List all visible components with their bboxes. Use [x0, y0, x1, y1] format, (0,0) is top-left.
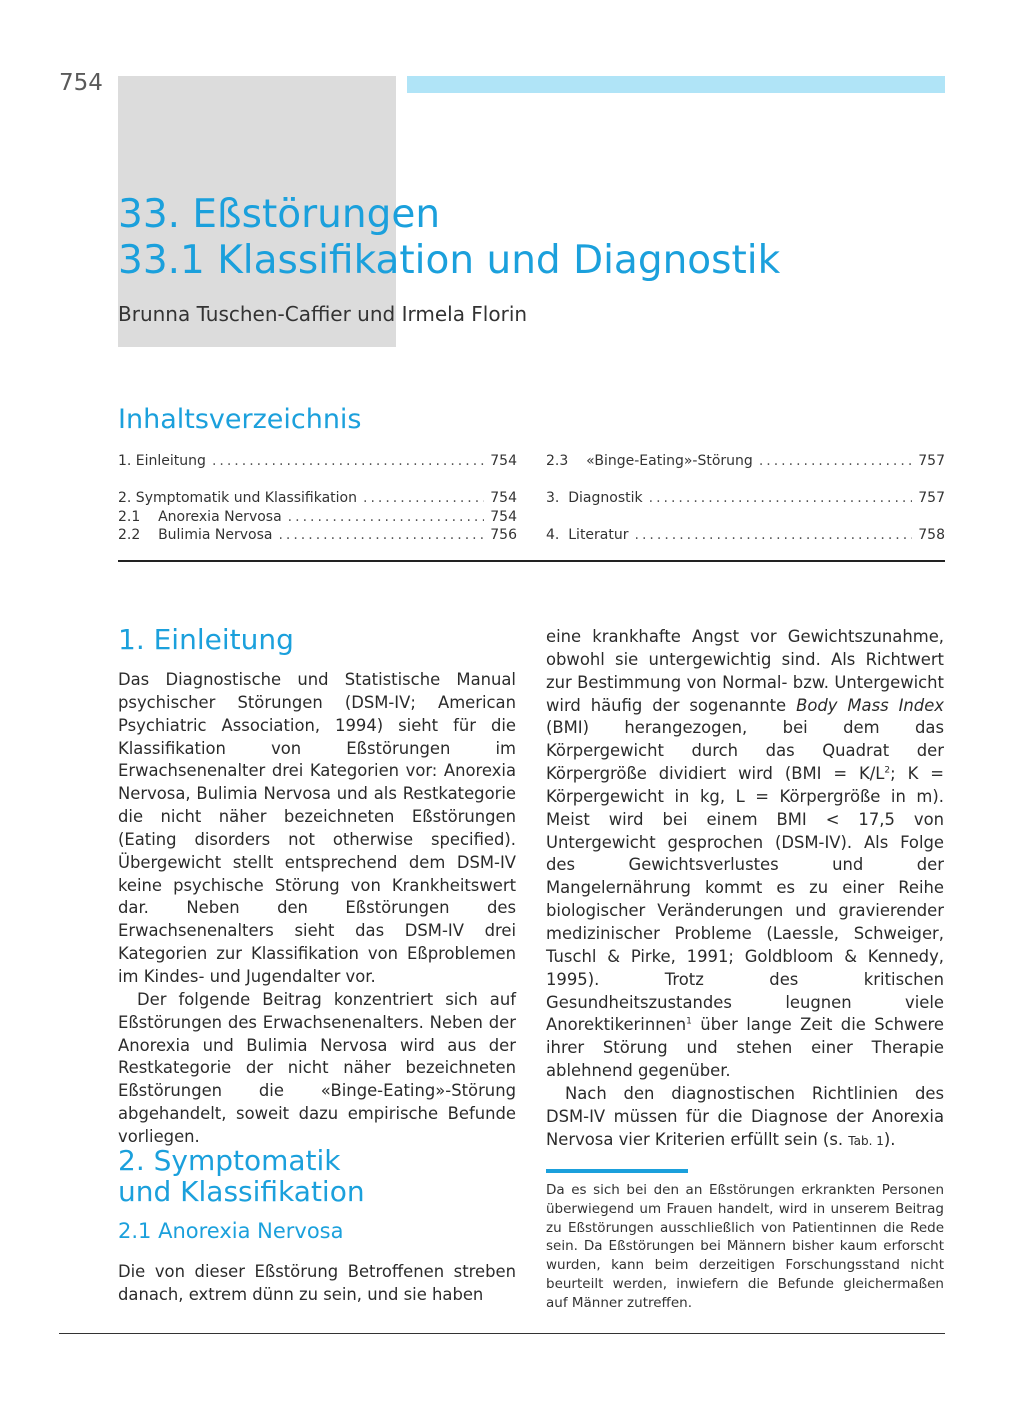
right-column-paragraph-1: eine krankhafte Angst vor Gewichtszunahme, obwohl sie untergewichtig sind. Als Richtwert zur Bestimmung von Normal- bzw. Untergewicht wird häufig der sogenannte Body Mass Index (BMI) herangezogen, bei dem das Körpergewicht durch das Quadrat der Körpergröße dividiert wird ($BMI = K/L^2$; K = Körpergewicht in kg, L = Körpergröße in m). Meist wird bei einem BMI < 17,5 von Untergewicht gesprochen (DSM-IV). Als Folge des Gewichtsverlustes und der Mangelernährung kommt es zu einer Reihe biologischer Veränderungen und gravierender medizinischer Probleme (Laessle, Schweiger, Tuschl & Pirke, 1991; Goldbloom & Kennedy, 1995). Trotz des kritischen Gesundheitszustandes leugnen viele Anorektikerinnen$^1$ über lange Zeit die Schwere ihrer Störung und stehen einer Therapie ablehnend gegenüber. [546, 627, 944, 1081]
toc-entry[interactable] [118, 509, 517, 525]
toc-entry-page: 757 [918, 490, 945, 506]
toc-leader-dots [278, 527, 484, 543]
chapter-title-line-2: 33.1 Klassifikation und Diagnostik [118, 238, 781, 283]
page-bottom-rule [59, 1333, 945, 1334]
right-column [546, 626, 944, 1152]
toc-divider [118, 560, 945, 562]
toc-entry[interactable] [546, 527, 945, 543]
toc-entry-page: 756 [490, 527, 517, 543]
chapter-title-line-1: 33. Eßstörungen [118, 192, 441, 237]
toc-entry-label: 1. Einleitung [118, 453, 206, 469]
footnote-text: Da es sich bei den an Eßstörungen erkrankten Personen überwiegend um Frauen handelt, wird in unserem Beitrag zu Eßstörungen ausschließlich von Patientinnen die Rede sein. Da Eßstörungen bei Männern bisher kaum erforscht wurden, kann beim derzeitigen Forschungsstand nicht beurteilt werden, inwiefern die Befunde gleichermaßen auf Männer zutreffen. [546, 1182, 944, 1311]
toc-entry-page: 758 [918, 527, 945, 543]
section-1-paragraph-1: Das Diagnostische und Statistische Manual psychischer Störungen (DSM-IV; American Psychiatric Association, 1994) sieht für die Klassifikation von Eßstörungen im Erwachsenenalter drei Kategorien vor: Anorexia Nervosa, Bulimia Nervosa und als Restkategorie die nicht näher bezeichneten Eßstörungen (Eating disorders not otherwise specified). Übergewicht stellt entsprechend dem DSM-IV keine psychische Störung von Krankheitswert dar. Neben den Eßstörungen des Erwachsenenalters sieht das DSM-IV drei Kategorien zur Klassifikation von Eßproblemen im Kindes- und Jugendalter vor. [118, 670, 516, 986]
section-2-paragraph-1: Die von dieser Eßstörung Betroffenen streben danach, extrem dünn zu sein, und sie haben [118, 1261, 516, 1304]
section-2-heading-line-2: und Klassifikation [118, 1175, 365, 1208]
footnote-marker[interactable]: 1 [686, 1016, 692, 1027]
toc-entry[interactable] [546, 490, 945, 506]
toc-entry-label: 3. Diagnostik [546, 490, 643, 506]
section-2-heading-line-1: 2. Symptomatik [118, 1144, 341, 1177]
toc-entry-page: 754 [490, 453, 517, 469]
section-2-heading [118, 1145, 516, 1207]
toc-entry[interactable] [118, 527, 517, 543]
section-1-paragraph-2: Der folgende Beitrag konzentriert sich auf Eßstörungen des Erwachsenenalters. Neben der Anorexia und Bulimia Nervosa wird aus der Restkategorie der nicht näher bezeichneten Eßstörungen die «Binge-Eating»-Störung abgehandelt, soweit dazu empirische Befunde vorliegen. [118, 989, 516, 1146]
toc-entry[interactable] [118, 490, 517, 506]
toc-leader-dots [212, 453, 484, 469]
page-number: 754 [59, 70, 103, 96]
toc-entry-page: 757 [918, 453, 945, 469]
footnote-rule [546, 1169, 688, 1173]
toc-leader-dots [759, 453, 912, 469]
left-column [118, 624, 516, 1149]
toc-entry[interactable] [118, 453, 517, 469]
superscript-2: 2 [884, 765, 891, 776]
toc-leader-dots [363, 490, 484, 506]
toc-leader-dots [649, 490, 913, 506]
table-reference-link[interactable]: Tab. 1 [848, 1133, 884, 1148]
toc-entry-label: 2. Symptomatik und Klassifikation [118, 490, 357, 506]
toc-entry-label: 2.3 «Binge-Eating»-Störung [546, 453, 753, 469]
toc-entry-page: 754 [490, 509, 517, 525]
authors: Brunna Tuschen-Caffier und Irmela Florin [118, 302, 528, 326]
right-column-paragraph-2: Nach den diagnostischen Richtlinien des DSM-IV müssen für die Diagnose der Anorexia Nervosa vier Kriterien erfüllt sein (s. Tab. 1). [546, 1083, 944, 1149]
subsection-2-1-heading: 2.1 Anorexia Nervosa [118, 1219, 344, 1243]
toc-leader-dots [288, 509, 485, 525]
decorative-blue-bar [407, 76, 945, 93]
toc-leader-dots [635, 527, 913, 543]
toc-entry[interactable] [546, 453, 945, 469]
toc-entry-label: 4. Literatur [546, 527, 629, 543]
chapter-title [118, 192, 780, 284]
toc-heading: Inhaltsverzeichnis [118, 404, 362, 435]
toc-entry-label: 2.2 Bulimia Nervosa [118, 527, 273, 543]
left-column-section-2 [118, 1145, 516, 1307]
toc-entry-label: 2.1 Anorexia Nervosa [118, 509, 282, 525]
body-mass-index-term: Body Mass Index [796, 695, 944, 715]
section-1-heading: 1. Einleitung [118, 623, 294, 656]
toc-entry-page: 754 [490, 490, 517, 506]
